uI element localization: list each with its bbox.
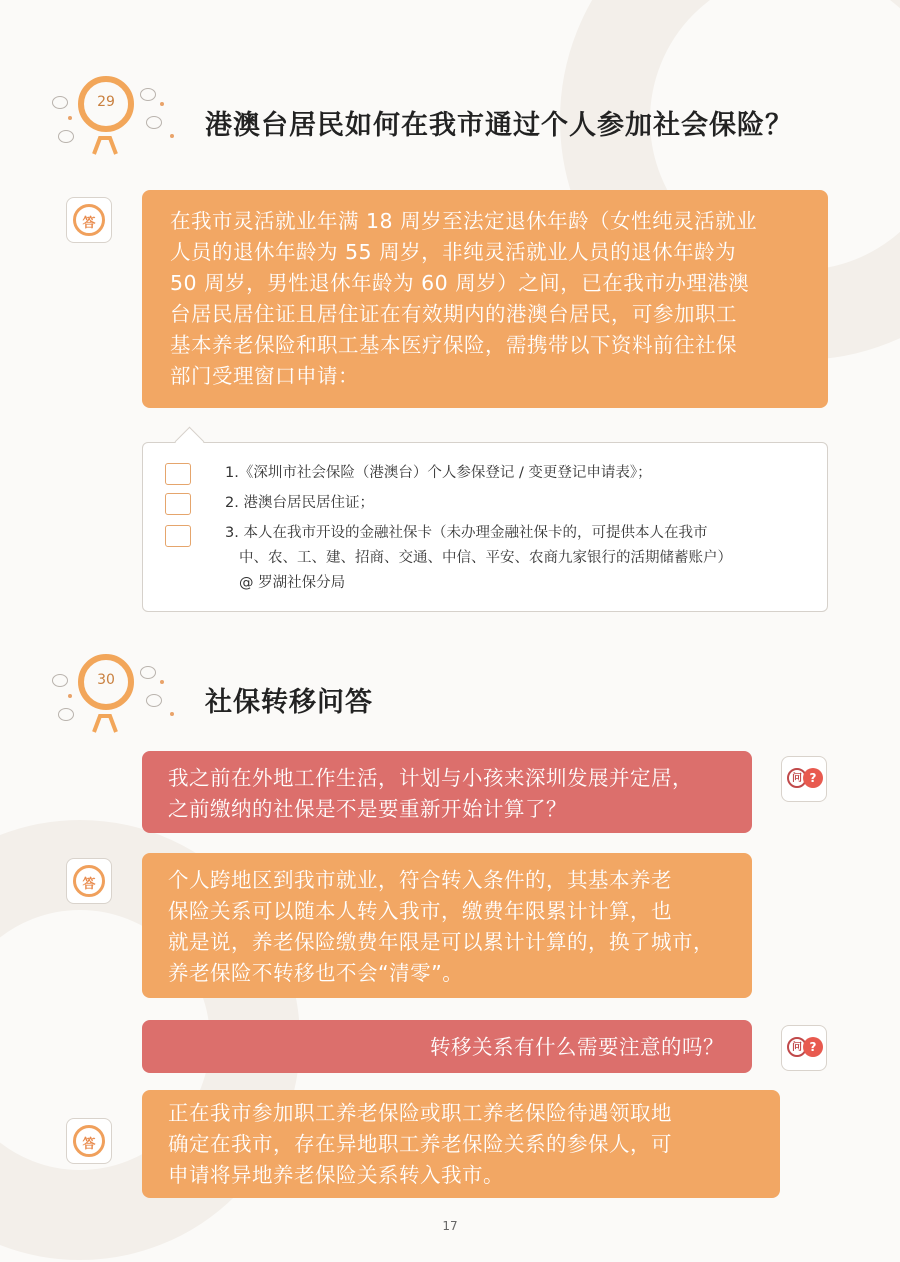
answer-line: 养老保险不转移也不会“清零”。 xyxy=(168,961,464,985)
section-title: 社保转移问答 xyxy=(205,687,373,718)
answer-bubble xyxy=(142,1090,780,1198)
answer-line: 部门受理窗口申请： xyxy=(170,364,359,388)
answer-line: 保险关系可以随本人转入我市，缴费年限累计计算，也 xyxy=(168,899,672,923)
answer-line: 确定在我市，存在异地职工养老保险关系的参保人，可 xyxy=(168,1132,672,1156)
answer-line: 正在我市参加职工养老保险或职工养老保险待遇领取地 xyxy=(168,1101,672,1125)
answer-bubble xyxy=(142,853,752,998)
question-line: 我之前在外地工作生活，计划与小孩来深圳发展并定居， xyxy=(168,766,693,790)
answer-line: 申请将异地养老保险关系转入我市。 xyxy=(168,1163,504,1187)
question-bubble xyxy=(142,751,752,833)
list-item: 1.《深圳市社会保险（港澳台）个人参保登记 / 变更登记申请表》； xyxy=(225,465,652,481)
question-icon: 问 ? xyxy=(781,1025,827,1071)
section-emblem xyxy=(50,650,180,740)
section-number: 30 xyxy=(97,672,115,688)
list-item: 2. 港澳台居民居住证； xyxy=(225,495,374,511)
list-item: 3. 本人在我市开设的金融社保卡（未办理金融社保卡的，可提供本人在我市 xyxy=(225,525,708,541)
bank-card-icon xyxy=(165,525,191,547)
person-icon xyxy=(90,708,120,734)
answer-icon: 答 xyxy=(66,197,112,243)
id-card-icon xyxy=(165,493,191,515)
answer-line: 在我市灵活就业年满 18 周岁至法定退休年龄（女性纯灵活就业 xyxy=(170,209,758,233)
answer-icon: 答 xyxy=(66,858,112,904)
question-icon: 问 ? xyxy=(781,756,827,802)
section-number: 29 xyxy=(97,94,115,110)
answer-bubble xyxy=(142,190,828,408)
question-line: 之前缴纳的社保是不是要重新开始计算了？ xyxy=(168,797,567,821)
answer-line: 基本养老保险和职工基本医疗保险，需携带以下资料前往社保 xyxy=(170,333,737,357)
section-emblem xyxy=(50,72,180,162)
question-line: 转移关系有什么需要注意的吗？ xyxy=(430,1035,724,1059)
materials-list xyxy=(142,442,828,612)
answer-line: 台居民居住证且居住证在有效期内的港澳台居民，可参加职工 xyxy=(170,302,737,326)
list-item-continued: @ 罗湖社保分局 xyxy=(239,575,346,591)
list-item-continued: 中、农、工、建、招商、交通、中信、平安、农商九家银行的活期储蓄账户） xyxy=(239,550,732,566)
form-icon xyxy=(165,463,191,485)
answer-line: 50 周岁，男性退休年龄为 60 周岁）之间，已在我市办理港澳 xyxy=(170,271,750,295)
answer-line: 个人跨地区到我市就业，符合转入条件的，其基本养老 xyxy=(168,868,672,892)
section-title: 港澳台居民如何在我市通过个人参加社会保险？ xyxy=(205,110,793,141)
page-number: 17 xyxy=(442,1219,458,1233)
answer-line: 就是说，养老保险缴费年限是可以累计计算的，换了城市， xyxy=(168,930,714,954)
person-icon xyxy=(90,130,120,156)
question-bubble xyxy=(142,1020,752,1073)
answer-icon: 答 xyxy=(66,1118,112,1164)
answer-line: 人员的退休年龄为 55 周岁，非纯灵活就业人员的退休年龄为 xyxy=(170,240,737,264)
